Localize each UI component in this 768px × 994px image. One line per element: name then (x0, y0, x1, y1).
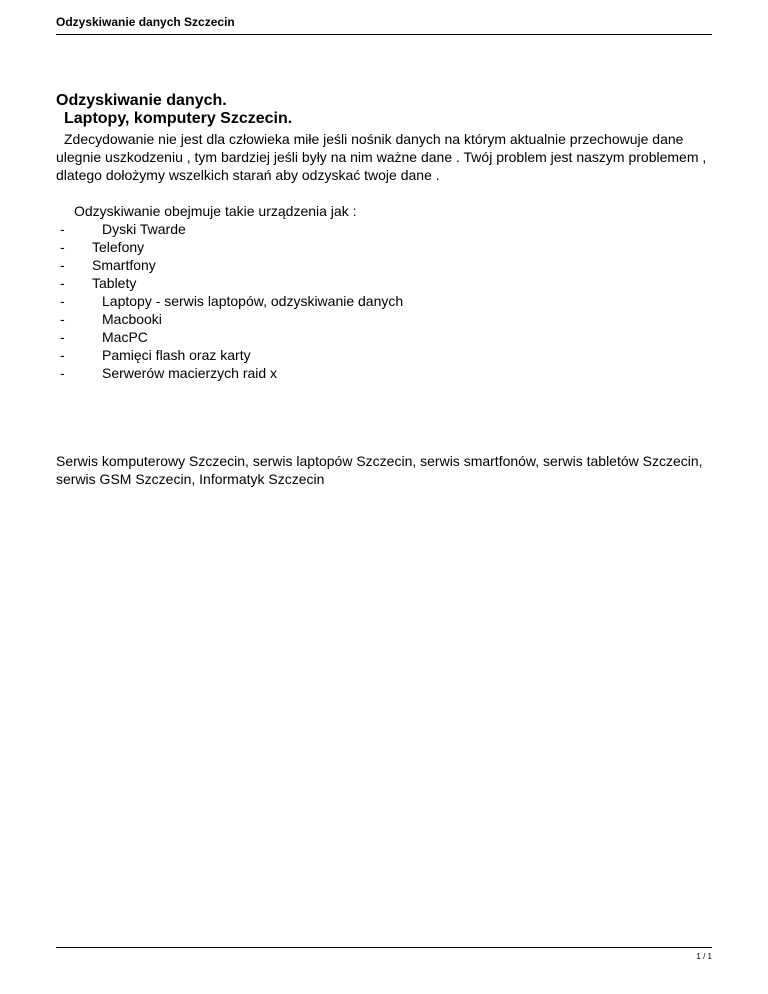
dash-bullet: - (60, 221, 65, 237)
dash-bullet: - (60, 293, 65, 309)
dash-bullet: - (60, 347, 65, 363)
list-item (56, 274, 712, 292)
dash-bullet: - (60, 239, 65, 255)
device-label: Telefony (92, 239, 145, 255)
dash-bullet: - (60, 329, 65, 345)
list-item (56, 238, 712, 256)
list-item (56, 346, 712, 364)
device-label: Laptopy - serwis laptopów, odzyskiwanie danych (102, 293, 404, 309)
device-label: Dyski Twarde (102, 221, 186, 237)
list-item (56, 292, 712, 310)
dash-bullet: - (60, 257, 65, 273)
dash-bullet: - (60, 365, 65, 381)
devices-section (56, 202, 712, 382)
device-label: MacPC (102, 329, 148, 345)
page-number: 1 / 1 (696, 952, 712, 961)
heading-line-1: Odzyskiwanie danych. (56, 92, 227, 109)
device-label: Pamięci flash oraz karty (102, 347, 251, 363)
page-header (56, 12, 712, 35)
list-item (56, 310, 712, 328)
list-item (56, 220, 712, 238)
header-title: Odzyskiwanie danych Szczecin (56, 15, 235, 29)
list-item (56, 364, 712, 382)
device-label: Tablety (92, 275, 137, 291)
intro-text: Zdecydowanie nie jest dla człowieka miłe jeśli nośnik danych na którym aktualnie przechowuje dane ulegnie uszkodzeniu , tym bardziej jeśli były na nim ważne dane . Twój problem jest naszym problemem , dlatego dołożymy wszelkich starań aby odzyskać twoje dane . (56, 131, 707, 183)
dash-bullet: - (60, 275, 65, 291)
page-footer (56, 947, 712, 961)
intro-paragraph (56, 130, 716, 184)
list-item (56, 256, 712, 274)
devices-intro: Odzyskiwanie obejmuje takie urządzenia jak : (74, 203, 357, 219)
device-label: Smartfony (92, 257, 156, 273)
dash-bullet: - (60, 311, 65, 327)
device-label: Serwerów macierzych raid x (102, 365, 278, 381)
article-heading (56, 92, 712, 128)
list-item (56, 328, 712, 346)
device-label: Macbooki (102, 311, 162, 327)
services-paragraph: Serwis komputerowy Szczecin, serwis laptopów Szczecin, serwis smartfonów, serwis tabletów Szczecin, serwis GSM Szczecin, Informatyk Szczecin (56, 453, 703, 487)
heading-line-2: Laptopy, komputery Szczecin. (64, 110, 293, 127)
